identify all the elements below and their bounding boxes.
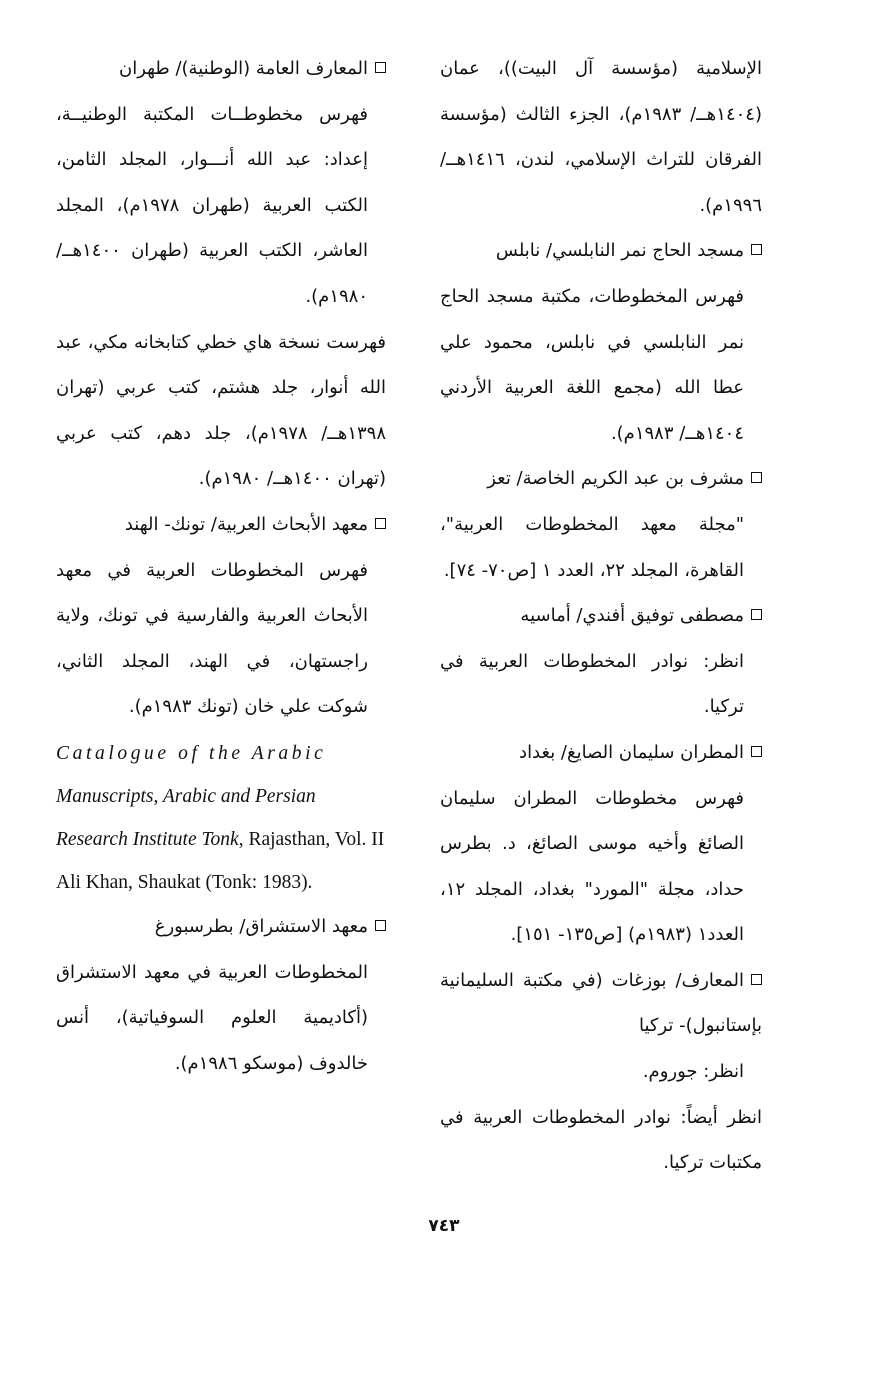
left-column: [56, 46, 386, 1086]
entry-body: فهرس المخطوطات العربية في معهد الأبحاث العربية والفارسية في تونك، ولاية راجستهان، في الهند، المجلد الثاني، شوكت علي خان (تونك ١٩٨٣م).: [56, 559, 368, 718]
bullet-square-icon: [375, 62, 386, 73]
entry-persian-catalogue: فهرست نسخة هاي خطي كتابخانه مكي، عبد الله أنوار، جلد هشتم، كتب عربي (تهران ١٣٩٨هــ/ ١٩٧٨م)، جلد دهم، كتب عربي (تهران ١٤٠٠هــ/ ١٩٨٠م).: [56, 331, 386, 490]
bullet-square-icon: [375, 920, 386, 931]
entry-body: انظر: نوادر المخطوطات العربية في تركيا.: [440, 650, 744, 718]
entry-body: "مجلة معهد المخطوطات العربية"، القاهرة، المجلد ٢٢، العدد ١ [ص٧٠- ٧٤].: [440, 513, 744, 581]
entry-body: انظر: جوروم.: [642, 1061, 744, 1083]
entry-heading: المطران سليمان الصايغ/ بغداد: [440, 730, 762, 776]
right-column: [440, 46, 762, 1186]
entry-maarif-tehran: [56, 46, 386, 502]
english-citation: [56, 732, 386, 904]
citation-title-italic: Manuscripts, Arabic and Persian Research Institute Tonk: [56, 785, 316, 850]
entry-body: فهرس المخطوطات، مكتبة مسجد الحاج نمر النابلسي في نابلس، محمود علي عطا الله (مجمع اللغة العربية الأردني ١٤٠٤هــ/ ١٩٨٣م).: [440, 285, 744, 444]
entry-heading: مصطفى توفيق أفندي/ أماسيه: [440, 593, 762, 639]
bullet-square-icon: [751, 244, 762, 255]
entry-hajj-nimr-mosque: [440, 228, 762, 456]
entry-mustafa-tawfiq: [440, 593, 762, 730]
entry-tonk-institute: [56, 502, 386, 904]
bullet-square-icon: [751, 974, 762, 985]
entry-heading: مشرف بن عبد الكريم الخاصة/ تعز: [440, 456, 762, 502]
bullet-square-icon: [375, 518, 386, 529]
continuation-paragraph: [440, 46, 762, 228]
entry-heading: مسجد الحاج نمر النابلسي/ نابلس: [440, 228, 762, 274]
entry-heading: معهد الأبحاث العربية/ تونك- الهند: [56, 502, 386, 548]
entry-body: فهرس مخطوطــات المكتبة الوطنيــة، إعداد: عبد الله أنـــوار، المجلد الثامن، الكتب العربية (طهران ١٩٧٨م)، المجلد العاشر، الكتب العربية (طهران ١٤٠٠هــ/ ١٩٨٠م).: [56, 103, 368, 307]
page-number: ٧٤٣: [428, 1216, 460, 1236]
entry-oriental-institute: [56, 904, 386, 1086]
bullet-square-icon: [751, 609, 762, 620]
citation-details: , Rajasthan, Vol. II Ali Khan, Shaukat (Tonk: 1983).: [56, 828, 385, 893]
entry-body: المخطوطات العربية في معهد الاستشراق (أكاديمية العلوم السوفياتية)، أنس خالدوف (موسكو ١٩٨٦م).: [56, 961, 368, 1074]
entry-heading: معهد الاستشراق/ بطرسبورغ: [56, 904, 386, 950]
continuation-text: الإسلامية (مؤسسة آل البيت))، عمان (١٤٠٤هــ/ ١٩٨٣م)، الجزء الثالث (مؤسسة الفرقان للتراث الإسلامي، لندن، ١٤١٦هــ/ ١٩٩٦م).: [440, 58, 762, 216]
entry-heading: المعارف/ بوزغات (في مكتبة السليمانية بإستانبول)- تركيا: [440, 969, 762, 1037]
bullet-square-icon: [751, 746, 762, 757]
entry-musharraf-library: [440, 456, 762, 593]
entry-heading: المعارف العامة (الوطنية)/ طهران: [56, 46, 386, 92]
entry-body: فهرس مخطوطات المطران سليمان الصائغ وأخيه موسى الصائغ، د. بطرس حداد، مجلة "المورد" بغداد، المجلد ١٢، العدد١ (١٩٨٣م) [ص١٣٥- ١٥١].: [440, 787, 744, 946]
entry-maarif-bozgat: [440, 958, 762, 1186]
bullet-square-icon: [751, 472, 762, 483]
entry-sulayman-sayigh: [440, 730, 762, 958]
citation-title-spaced: Catalogue of the Arabic: [56, 742, 327, 764]
entry-see-also: انظر أيضاً: نوادر المخطوطات العربية في مكتبات تركيا.: [440, 1106, 762, 1174]
